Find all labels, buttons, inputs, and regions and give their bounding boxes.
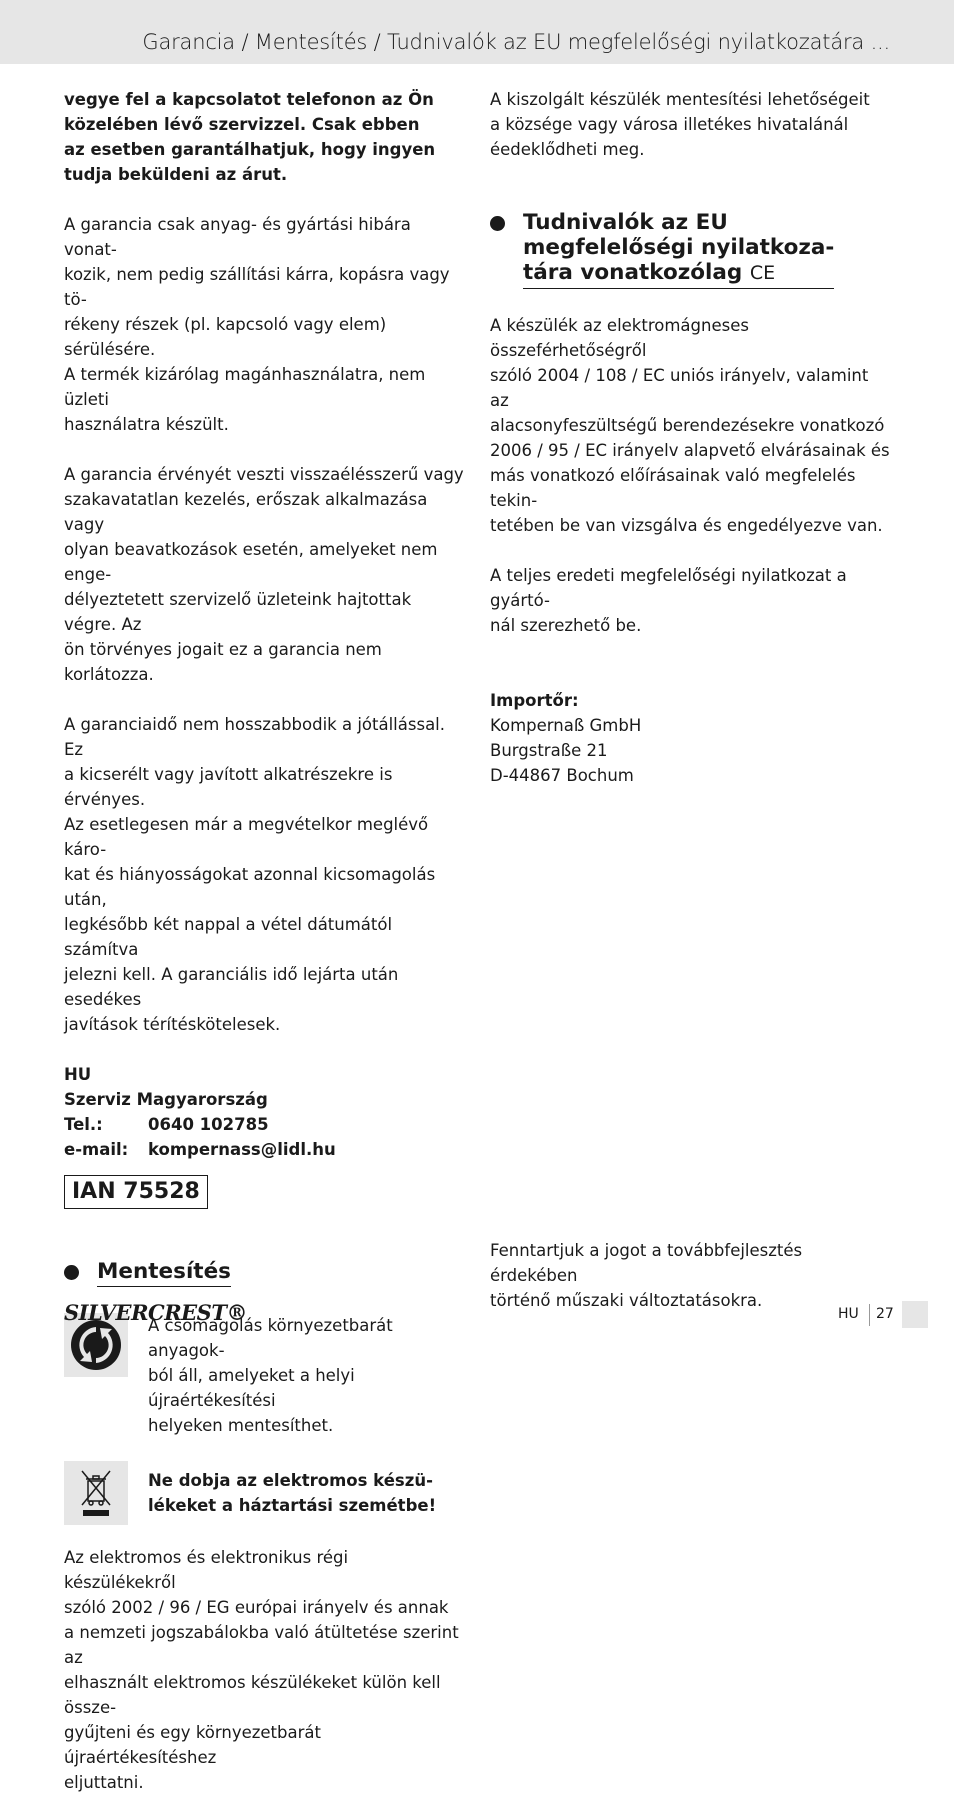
page-number: 27 <box>876 1306 894 1322</box>
text-line: Ne dobja az elektromos készü- <box>148 1471 433 1490</box>
text-line: közelében lévő szervizzel. Csak ebben <box>64 115 420 134</box>
text-line: a községe vagy városa illetékes hivatalánál <box>490 115 849 134</box>
text-line: délyeztetett szervizelő üzleteink hajtottak végre. Az <box>64 590 412 634</box>
text-line: 2006 / 95 / EC irányelv alapvető elvárásainak és <box>490 441 890 460</box>
text-line: alacsonyfeszültségű berendezésekre vonatkozó <box>490 416 885 435</box>
warranty-paragraph-2 <box>64 462 464 687</box>
text-line: gyűjteni és egy környezetbarát újraértékesítéshez <box>64 1723 321 1767</box>
bullet-icon <box>490 216 505 231</box>
weee-warning-text <box>148 1461 464 1525</box>
text-line: A garancia érvényét veszti visszaélésszerű vagy <box>64 465 464 484</box>
weee-directive-paragraph <box>64 1545 464 1795</box>
text-line: kat és hiányosságokat azonnal kicsomagolás után, <box>64 865 436 909</box>
contact-country: HU <box>64 1065 92 1084</box>
warranty-paragraph-1 <box>64 212 464 437</box>
language-code: HU <box>838 1306 859 1322</box>
text-line: szóló 2002 / 96 / EG európai irányelv és annak <box>64 1598 449 1617</box>
contact-email-row <box>64 1137 464 1162</box>
text-line: rékeny részek (pl. kapcsoló vagy elem) sérülésére. <box>64 315 387 359</box>
contact-phone-row <box>64 1112 464 1137</box>
crossed-out-bin-icon <box>64 1461 128 1525</box>
intro-bold-text <box>64 87 464 187</box>
eu-paragraph-1 <box>490 313 890 538</box>
text-line: éedeklődheti meg. <box>490 140 645 159</box>
text-line: helyeken mentesíthet. <box>148 1416 334 1435</box>
phone-value: 0640 102785 <box>148 1115 269 1134</box>
text-line: a kicserélt vagy javított alkatrészekre is érvényes. <box>64 765 393 809</box>
page-title: Garancia / Mentesítés / Tudnivalók az EU megfelelőségi nyilatkozatára ... <box>142 30 890 54</box>
warranty-paragraph-3 <box>64 712 464 1037</box>
email-label: e-mail: <box>64 1140 129 1159</box>
text-line: használatra készült. <box>64 415 229 434</box>
service-contact <box>64 1062 464 1162</box>
email-value: kompernass@lidl.hu <box>148 1140 336 1159</box>
right-column <box>490 87 890 788</box>
text-line: Fenntartjuk a jogot a továbbfejlesztés érdekében <box>490 1241 803 1285</box>
text-line: más vonatkozó előírásainak való megfelelés tekin- <box>490 466 856 510</box>
disposal-section-heading <box>64 1259 464 1287</box>
text-line: A csomagolás környezetbarát anyagok- <box>148 1316 393 1360</box>
text-line: lékeket a háztartási szemétbe! <box>148 1496 437 1515</box>
text-line: legkésőbb két nappal a vétel dátumától számítva <box>64 915 393 959</box>
text-line: jelezni kell. A garanciális idő lejárta után esedékes <box>64 965 399 1009</box>
importer-company: Kompernaß GmbH <box>490 716 642 735</box>
text-line: Az elektromos és elektronikus régi készülékekről <box>64 1548 349 1592</box>
text-line: javítások térítéskötelesek. <box>64 1015 281 1034</box>
text-line: történő műszaki változtatásokra. <box>490 1291 763 1310</box>
text-line: A kiszolgált készülék mentesítési lehetőségeit <box>490 90 870 109</box>
text-line: A készülék az elektromágneses összeférhetőségről <box>490 316 749 360</box>
text-line: a nemzeti jogszabálokba való átültetése szerint az <box>64 1623 459 1667</box>
technical-changes-note <box>490 1238 890 1313</box>
importer-label: Importőr: <box>490 691 579 710</box>
text-line: elhasznált elektromos készülékeket külön kell össze- <box>64 1673 441 1717</box>
silvercrest-logo: SILVERCREST® <box>64 1300 247 1325</box>
eu-paragraph-2 <box>490 563 890 638</box>
text-line: ból áll, amelyeket a helyi újraértékesítési <box>148 1366 355 1410</box>
text-line: szakavatatlan kezelés, erőszak alkalmazása vagy <box>64 490 428 534</box>
bullet-icon <box>64 1265 79 1280</box>
text-line: az esetben garantálhatjuk, hogy ingyen <box>64 140 436 159</box>
text-line: nál szerezhető be. <box>490 616 642 635</box>
weee-row <box>64 1461 464 1525</box>
text-line: ön törvényes jogait ez a garancia nem korlátozza. <box>64 640 382 684</box>
left-column <box>64 87 464 1795</box>
text-line: A teljes eredeti megfelelőségi nyilatkozat a gyártó- <box>490 566 847 610</box>
packaging-row <box>64 1313 464 1438</box>
packaging-text <box>148 1313 464 1438</box>
title-line: Tudnivalók az EU <box>523 210 728 235</box>
text-line: A garanciaidő nem hosszabbodik a jótállással. Ez <box>64 715 446 759</box>
text-line: tudja beküldeni az árut. <box>64 165 288 184</box>
phone-label: Tel.: <box>64 1115 103 1134</box>
text-line: vegye fel a kapcsolatot telefonon az Ön <box>64 90 434 109</box>
text-line: szóló 2004 / 108 / EC uniós irányelv, valamint az <box>490 366 869 410</box>
footer-divider <box>869 1304 870 1326</box>
text-line: Az esetlegesen már a megvételkor meglévő káro- <box>64 815 429 859</box>
eu-section-heading <box>490 210 890 289</box>
ce-mark-icon: CE <box>749 262 776 284</box>
text-line: kozik, nem pedig szállítási kárra, kopásra vagy tö- <box>64 265 450 309</box>
title-line-text: tára vonatkozólag <box>523 260 743 285</box>
text-line: olyan beavatkozások esetén, amelyeket nem enge- <box>64 540 438 584</box>
text-line: eljuttatni. <box>64 1773 144 1792</box>
text-line: tetében be van vizsgálva és engedélyezve van. <box>490 516 883 535</box>
page-tab-marker <box>902 1301 928 1328</box>
contact-service-name: Szerviz Magyarország <box>64 1090 268 1109</box>
title-line: megfelelőségi nyilatkoza- <box>523 235 835 260</box>
importer-block <box>490 688 890 788</box>
importer-city: D-44867 Bochum <box>490 766 634 785</box>
text-line: A termék kizárólag magánhasználatra, nem üzleti <box>64 365 426 409</box>
eu-section-title <box>523 210 834 289</box>
text-line: A garancia csak anyag- és gyártási hibára vonat- <box>64 215 411 259</box>
disposal-info-paragraph <box>490 87 890 162</box>
ian-number-box: IAN 75528 <box>64 1175 208 1209</box>
title-line <box>523 260 834 286</box>
disposal-section-title: Mentesítés <box>97 1259 231 1287</box>
page-header <box>0 0 954 64</box>
importer-street: Burgstraße 21 <box>490 741 608 760</box>
